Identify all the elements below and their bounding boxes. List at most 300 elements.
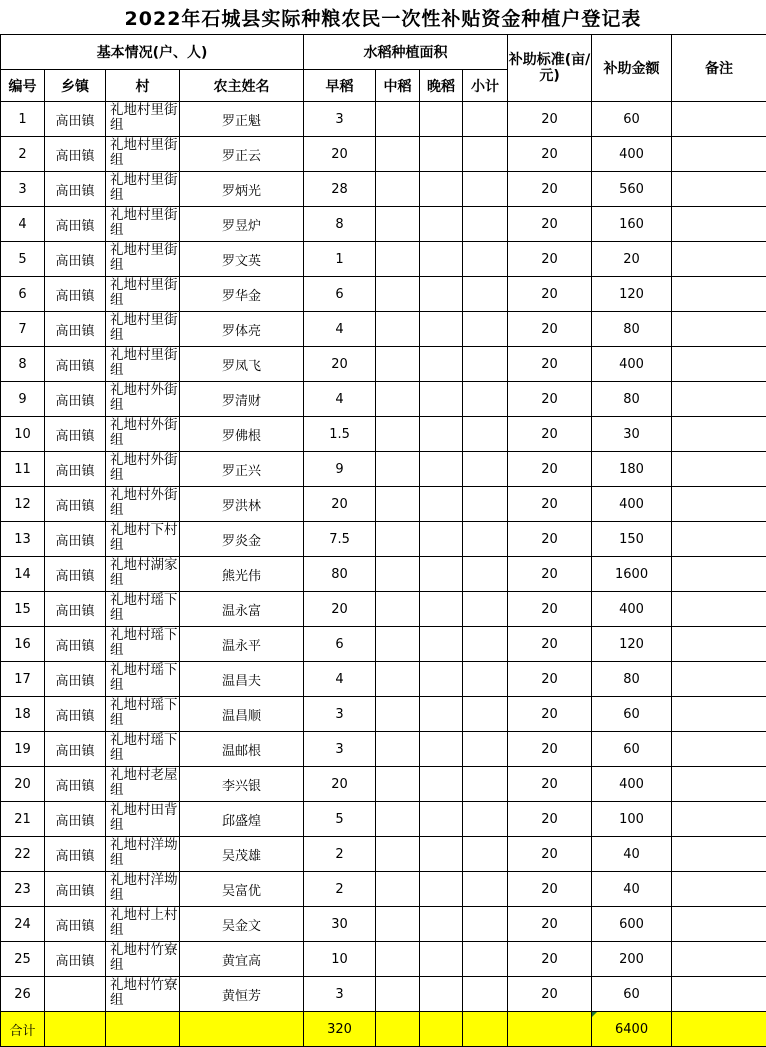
cell-subtotal [463, 242, 508, 277]
total-empty [672, 1012, 766, 1047]
cell-middle-rice [376, 417, 420, 452]
cell-subsidy-standard: 20 [508, 627, 592, 662]
table-row [1, 557, 766, 592]
cell-no: 17 [1, 662, 45, 697]
cell-village [106, 207, 180, 242]
total-empty [420, 1012, 463, 1047]
cell-village [106, 312, 180, 347]
cell-subsidy-amount: 100 [592, 802, 672, 837]
cell-subtotal [463, 557, 508, 592]
cell-owner-name: 罗洪林 [180, 487, 304, 522]
cell-owner-name: 温永平 [180, 627, 304, 662]
cell-no: 22 [1, 837, 45, 872]
cell-township: 高田镇 [45, 102, 106, 137]
total-early-rice: 320 [304, 1012, 376, 1047]
cell-subtotal [463, 347, 508, 382]
cell-township: 高田镇 [45, 907, 106, 942]
cell-township: 高田镇 [45, 522, 106, 557]
cell-early-rice: 20 [304, 592, 376, 627]
cell-subsidy-amount: 1600 [592, 557, 672, 592]
cell-middle-rice [376, 382, 420, 417]
cell-owner-name: 温永富 [180, 592, 304, 627]
header-township: 乡镇 [45, 70, 106, 102]
cell-early-rice: 8 [304, 207, 376, 242]
header-subtotal: 小计 [463, 70, 508, 102]
cell-remarks [672, 942, 766, 977]
cell-subtotal [463, 137, 508, 172]
cell-village [106, 417, 180, 452]
cell-subsidy-amount: 20 [592, 242, 672, 277]
table-row [1, 347, 766, 382]
cell-no: 15 [1, 592, 45, 627]
cell-remarks [672, 172, 766, 207]
cell-subsidy-standard: 20 [508, 312, 592, 347]
cell-middle-rice [376, 977, 420, 1012]
cell-late-rice [420, 382, 463, 417]
cell-middle-rice [376, 277, 420, 312]
cell-owner-name: 罗炳光 [180, 172, 304, 207]
cell-remarks [672, 732, 766, 767]
cell-middle-rice [376, 767, 420, 802]
cell-subtotal [463, 767, 508, 802]
cell-early-rice: 3 [304, 732, 376, 767]
village-text: 礼地村竹寮组 [110, 942, 179, 976]
cell-early-rice: 20 [304, 767, 376, 802]
cell-remarks [672, 277, 766, 312]
cell-late-rice [420, 522, 463, 557]
cell-subsidy-standard: 20 [508, 277, 592, 312]
cell-township: 高田镇 [45, 172, 106, 207]
cell-owner-name: 吴茂雄 [180, 837, 304, 872]
cell-village [106, 102, 180, 137]
cell-late-rice [420, 417, 463, 452]
cell-subsidy-standard: 20 [508, 907, 592, 942]
table-row [1, 662, 766, 697]
cell-early-rice: 4 [304, 662, 376, 697]
cell-owner-name: 罗凤飞 [180, 347, 304, 382]
cell-village [106, 277, 180, 312]
cell-early-rice: 2 [304, 837, 376, 872]
cell-remarks [672, 697, 766, 732]
cell-subsidy-amount: 600 [592, 907, 672, 942]
cell-no: 20 [1, 767, 45, 802]
cell-late-rice [420, 172, 463, 207]
cell-middle-rice [376, 207, 420, 242]
cell-township: 高田镇 [45, 417, 106, 452]
cell-subtotal [463, 732, 508, 767]
table-row [1, 207, 766, 242]
cell-subsidy-standard: 20 [508, 242, 592, 277]
header-early-rice: 早稻 [304, 70, 376, 102]
cell-village [106, 137, 180, 172]
cell-subtotal [463, 977, 508, 1012]
cell-owner-name: 罗正魁 [180, 102, 304, 137]
cell-subsidy-amount: 160 [592, 207, 672, 242]
table-row [1, 837, 766, 872]
cell-late-rice [420, 487, 463, 522]
cell-middle-rice [376, 172, 420, 207]
total-subsidy-amount: 6400 [592, 1012, 672, 1047]
cell-no: 19 [1, 732, 45, 767]
cell-subsidy-amount: 40 [592, 837, 672, 872]
header-village: 村 [106, 70, 180, 102]
cell-owner-name: 黄宜高 [180, 942, 304, 977]
village-text: 礼地村瑶下组 [110, 662, 179, 696]
cell-late-rice [420, 872, 463, 907]
cell-early-rice: 6 [304, 277, 376, 312]
cell-subsidy-standard: 20 [508, 592, 592, 627]
village-text: 礼地村外街组 [110, 382, 179, 416]
village-text: 礼地村里街组 [110, 172, 179, 206]
cell-early-rice: 10 [304, 942, 376, 977]
cell-early-rice: 7.5 [304, 522, 376, 557]
village-text: 礼地村下村组 [110, 522, 179, 556]
cell-subsidy-amount: 180 [592, 452, 672, 487]
cell-subsidy-amount: 400 [592, 347, 672, 382]
header-middle-rice: 中稻 [376, 70, 420, 102]
cell-middle-rice [376, 662, 420, 697]
cell-village [106, 802, 180, 837]
cell-township: 高田镇 [45, 872, 106, 907]
cell-late-rice [420, 732, 463, 767]
cell-subsidy-amount: 60 [592, 102, 672, 137]
cell-subtotal [463, 452, 508, 487]
cell-no: 10 [1, 417, 45, 452]
cell-middle-rice [376, 452, 420, 487]
cell-township: 高田镇 [45, 627, 106, 662]
cell-no: 26 [1, 977, 45, 1012]
cell-remarks [672, 417, 766, 452]
village-text: 礼地村上村组 [110, 907, 179, 941]
cell-village [106, 907, 180, 942]
table-body [1, 35, 766, 1047]
cell-middle-rice [376, 242, 420, 277]
cell-middle-rice [376, 347, 420, 382]
total-label: 合计 [1, 1012, 45, 1047]
cell-township [45, 977, 106, 1012]
cell-subsidy-standard: 20 [508, 382, 592, 417]
table-row [1, 452, 766, 487]
table-row [1, 487, 766, 522]
cell-middle-rice [376, 137, 420, 172]
cell-subsidy-standard: 20 [508, 207, 592, 242]
cell-subsidy-amount: 200 [592, 942, 672, 977]
cell-township: 高田镇 [45, 347, 106, 382]
cell-early-rice: 28 [304, 172, 376, 207]
cell-subtotal [463, 872, 508, 907]
cell-no: 7 [1, 312, 45, 347]
cell-late-rice [420, 347, 463, 382]
village-text: 礼地村瑶下组 [110, 697, 179, 731]
header-rice-area: 水稻种植面积 [304, 35, 508, 70]
cell-no: 12 [1, 487, 45, 522]
cell-remarks [672, 977, 766, 1012]
cell-subsidy-standard: 20 [508, 802, 592, 837]
cell-early-rice: 1.5 [304, 417, 376, 452]
cell-owner-name: 罗正兴 [180, 452, 304, 487]
village-text: 礼地村瑶下组 [110, 732, 179, 766]
cell-owner-name: 邱盛煌 [180, 802, 304, 837]
cell-remarks [672, 312, 766, 347]
cell-owner-name: 黄恒芳 [180, 977, 304, 1012]
cell-subsidy-amount: 30 [592, 417, 672, 452]
cell-village [106, 487, 180, 522]
cell-middle-rice [376, 837, 420, 872]
total-row [1, 1012, 766, 1047]
village-text: 礼地村瑶下组 [110, 592, 179, 626]
cell-remarks [672, 802, 766, 837]
cell-subsidy-standard: 20 [508, 347, 592, 382]
total-empty [45, 1012, 106, 1047]
cell-subtotal [463, 487, 508, 522]
cell-remarks [672, 767, 766, 802]
cell-subsidy-standard: 20 [508, 172, 592, 207]
village-text: 礼地村里街组 [110, 312, 179, 346]
cell-subsidy-amount: 400 [592, 767, 672, 802]
cell-late-rice [420, 592, 463, 627]
cell-village [106, 452, 180, 487]
cell-no: 18 [1, 697, 45, 732]
cell-subtotal [463, 312, 508, 347]
cell-subtotal [463, 522, 508, 557]
cell-remarks [672, 487, 766, 522]
cell-remarks [672, 382, 766, 417]
cell-remarks [672, 837, 766, 872]
cell-village [106, 347, 180, 382]
cell-township: 高田镇 [45, 382, 106, 417]
cell-remarks [672, 872, 766, 907]
cell-township: 高田镇 [45, 242, 106, 277]
cell-subsidy-standard: 20 [508, 837, 592, 872]
cell-late-rice [420, 557, 463, 592]
cell-middle-rice [376, 872, 420, 907]
cell-village [106, 697, 180, 732]
cell-subtotal [463, 172, 508, 207]
cell-owner-name: 李兴银 [180, 767, 304, 802]
cell-middle-rice [376, 942, 420, 977]
village-text: 礼地村里街组 [110, 207, 179, 241]
cell-middle-rice [376, 522, 420, 557]
cell-no: 2 [1, 137, 45, 172]
cell-early-rice: 20 [304, 137, 376, 172]
cell-late-rice [420, 627, 463, 662]
cell-no: 13 [1, 522, 45, 557]
cell-remarks [672, 907, 766, 942]
cell-middle-rice [376, 802, 420, 837]
cell-township: 高田镇 [45, 942, 106, 977]
cell-no: 23 [1, 872, 45, 907]
total-empty [106, 1012, 180, 1047]
header-remarks: 备注 [672, 35, 766, 102]
cell-early-rice: 20 [304, 487, 376, 522]
cell-subsidy-amount: 400 [592, 487, 672, 522]
cell-owner-name: 罗正云 [180, 137, 304, 172]
village-text: 礼地村田背组 [110, 802, 179, 836]
cell-subsidy-standard: 20 [508, 697, 592, 732]
cell-late-rice [420, 802, 463, 837]
table-row [1, 102, 766, 137]
table-row [1, 732, 766, 767]
cell-subtotal [463, 907, 508, 942]
table-row [1, 907, 766, 942]
cell-subsidy-standard: 20 [508, 487, 592, 522]
cell-subtotal [463, 697, 508, 732]
cell-subsidy-amount: 400 [592, 592, 672, 627]
cell-subsidy-amount: 560 [592, 172, 672, 207]
cell-township: 高田镇 [45, 662, 106, 697]
cell-late-rice [420, 277, 463, 312]
cell-remarks [672, 137, 766, 172]
cell-early-rice: 6 [304, 627, 376, 662]
cell-early-rice: 4 [304, 382, 376, 417]
cell-owner-name: 温邮根 [180, 732, 304, 767]
cell-late-rice [420, 102, 463, 137]
cell-subsidy-amount: 80 [592, 312, 672, 347]
cell-subsidy-amount: 120 [592, 277, 672, 312]
cell-no: 25 [1, 942, 45, 977]
village-text: 礼地村老屋组 [110, 767, 179, 801]
cell-subsidy-standard: 20 [508, 417, 592, 452]
header-subsidy-standard: 补助标准(亩/元) [508, 35, 592, 102]
cell-subtotal [463, 277, 508, 312]
table-row [1, 627, 766, 662]
cell-early-rice: 9 [304, 452, 376, 487]
cell-owner-name: 罗佛根 [180, 417, 304, 452]
cell-village [106, 977, 180, 1012]
cell-subsidy-amount: 60 [592, 732, 672, 767]
village-text: 礼地村湖家组 [110, 557, 179, 591]
cell-early-rice: 5 [304, 802, 376, 837]
table-row [1, 277, 766, 312]
cell-owner-name: 罗文英 [180, 242, 304, 277]
cell-subtotal [463, 942, 508, 977]
cell-middle-rice [376, 592, 420, 627]
table-row [1, 802, 766, 837]
cell-middle-rice [376, 487, 420, 522]
cell-late-rice [420, 207, 463, 242]
village-text: 礼地村外街组 [110, 417, 179, 451]
village-text: 礼地村外街组 [110, 452, 179, 486]
cell-subsidy-standard: 20 [508, 872, 592, 907]
cell-early-rice: 3 [304, 977, 376, 1012]
cell-township: 高田镇 [45, 802, 106, 837]
cell-early-rice: 30 [304, 907, 376, 942]
cell-subsidy-amount: 120 [592, 627, 672, 662]
cell-village [106, 662, 180, 697]
cell-owner-name: 罗昱炉 [180, 207, 304, 242]
cell-middle-rice [376, 102, 420, 137]
cell-subtotal [463, 592, 508, 627]
cell-remarks [672, 592, 766, 627]
cell-owner-name: 罗清财 [180, 382, 304, 417]
village-text: 礼地村里街组 [110, 102, 179, 136]
cell-early-rice: 20 [304, 347, 376, 382]
cell-late-rice [420, 942, 463, 977]
cell-subsidy-amount: 150 [592, 522, 672, 557]
cell-no: 4 [1, 207, 45, 242]
cell-village [106, 522, 180, 557]
cell-village [106, 242, 180, 277]
cell-remarks [672, 627, 766, 662]
cell-early-rice: 3 [304, 697, 376, 732]
cell-early-rice: 1 [304, 242, 376, 277]
cell-subsidy-amount: 80 [592, 662, 672, 697]
cell-remarks [672, 557, 766, 592]
table-row [1, 977, 766, 1012]
cell-middle-rice [376, 732, 420, 767]
cell-subtotal [463, 802, 508, 837]
cell-subsidy-standard: 20 [508, 732, 592, 767]
table-row [1, 137, 766, 172]
registration-table [0, 34, 766, 1047]
cell-remarks [672, 452, 766, 487]
cell-subsidy-standard: 20 [508, 977, 592, 1012]
cell-no: 3 [1, 172, 45, 207]
village-text: 礼地村洋坳组 [110, 837, 179, 871]
cell-village [106, 767, 180, 802]
village-text: 礼地村里街组 [110, 347, 179, 381]
table-row [1, 942, 766, 977]
cell-late-rice [420, 137, 463, 172]
cell-late-rice [420, 907, 463, 942]
cell-subsidy-amount: 60 [592, 697, 672, 732]
cell-late-rice [420, 837, 463, 872]
cell-township: 高田镇 [45, 452, 106, 487]
cell-owner-name: 吴金文 [180, 907, 304, 942]
table-row [1, 592, 766, 627]
cell-township: 高田镇 [45, 557, 106, 592]
header-basic-info: 基本情况(户、人) [1, 35, 304, 70]
cell-remarks [672, 522, 766, 557]
cell-township: 高田镇 [45, 837, 106, 872]
cell-township: 高田镇 [45, 207, 106, 242]
table-row [1, 697, 766, 732]
cell-subsidy-standard: 20 [508, 102, 592, 137]
cell-middle-rice [376, 312, 420, 347]
cell-no: 5 [1, 242, 45, 277]
total-empty [463, 1012, 508, 1047]
cell-village [106, 627, 180, 662]
cell-remarks [672, 662, 766, 697]
cell-remarks [672, 242, 766, 277]
total-empty [180, 1012, 304, 1047]
cell-early-rice: 2 [304, 872, 376, 907]
village-text: 礼地村里街组 [110, 277, 179, 311]
village-text: 礼地村瑶下组 [110, 627, 179, 661]
table-row [1, 872, 766, 907]
header-subsidy-amount: 补助金额 [592, 35, 672, 102]
cell-subsidy-standard: 20 [508, 942, 592, 977]
table-row [1, 417, 766, 452]
cell-late-rice [420, 767, 463, 802]
header-row-1 [1, 35, 766, 70]
cell-late-rice [420, 697, 463, 732]
cell-subtotal [463, 382, 508, 417]
cell-owner-name: 熊光伟 [180, 557, 304, 592]
cell-township: 高田镇 [45, 487, 106, 522]
cell-middle-rice [376, 697, 420, 732]
cell-subsidy-standard: 20 [508, 522, 592, 557]
cell-late-rice [420, 977, 463, 1012]
cell-village [106, 942, 180, 977]
cell-subsidy-amount: 60 [592, 977, 672, 1012]
village-text: 礼地村里街组 [110, 242, 179, 276]
cell-no: 9 [1, 382, 45, 417]
cell-subtotal [463, 207, 508, 242]
cell-subsidy-standard: 20 [508, 557, 592, 592]
table-row [1, 382, 766, 417]
table-row [1, 172, 766, 207]
